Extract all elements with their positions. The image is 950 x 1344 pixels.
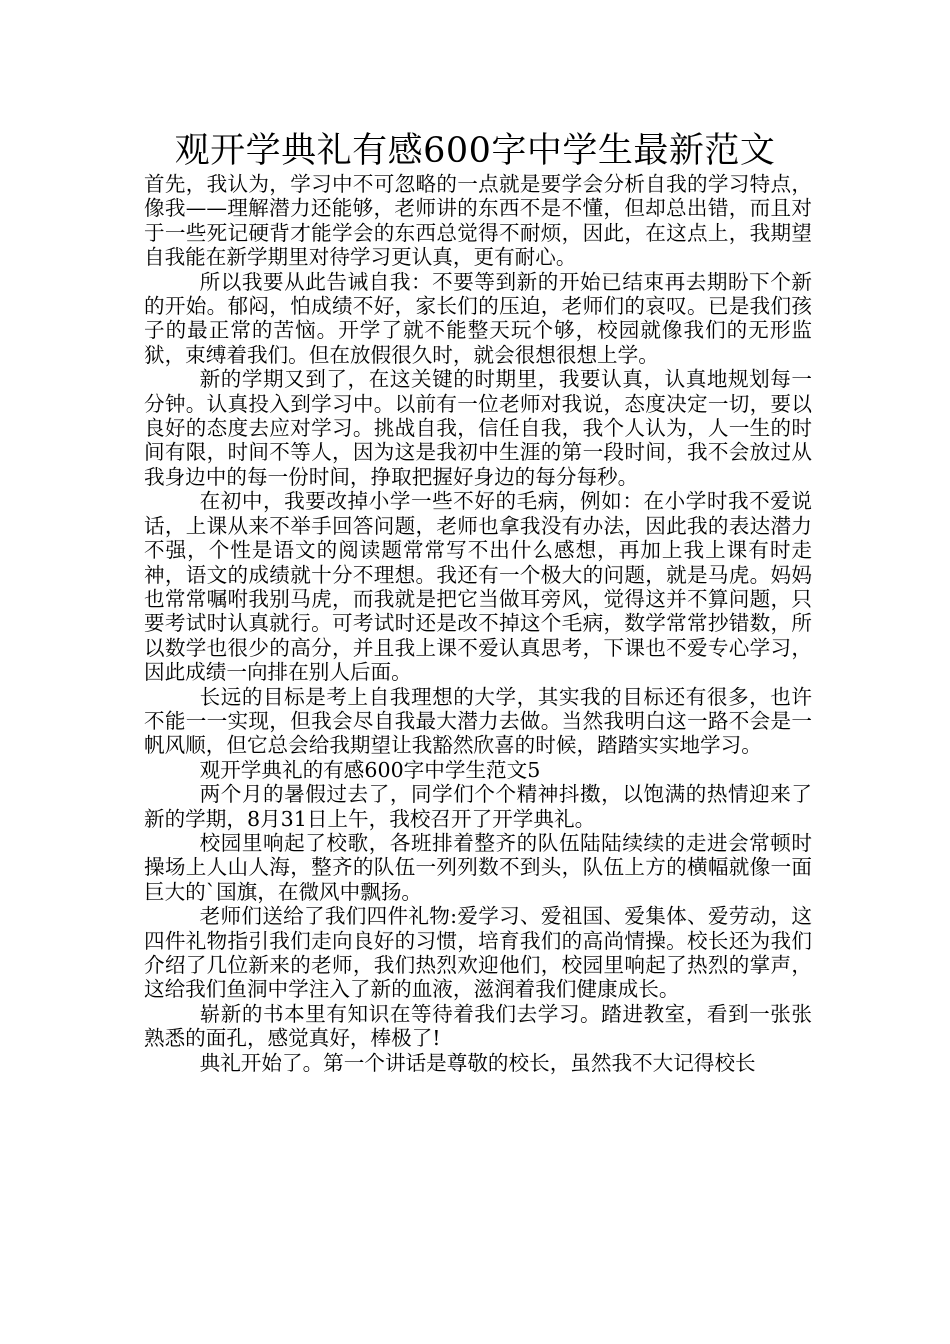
paragraph-5: 长远的目标是考上自我理想的大学，其实我的目标还有很多，也许不能一一实现，但我会尽自我最大潜力去做。当然我明白这一路不会是一帆风顺，但它总会给我期望让我豁然欣喜的时候，踏踏实实地学习。 [144,684,812,758]
paragraph-8: 老师们送给了我们四件礼物:爱学习、爱祖国、爱集体、爱劳动，这四件礼物指引我们走向良好的习惯，培育我们的高尚情操。校长还为我们介绍了几位新来的老师，我们热烈欢迎他们，校园里响起了热烈的掌声，这给我们鱼洞中学注入了新的血液，滋润着我们健康成长。 [144,904,812,1002]
paragraph-1: 首先，我认为，学习中不可忽略的一点就是要学会分析自我的学习特点，像我——理解潜力还能够，老师讲的东西不是不懂，但却总出错，而且对于一些死记硬背才能学会的东西总觉得不耐烦，因此，在这点上，我期望自我能在新学期里对待学习更认真，更有耐心。 [144,172,812,270]
paragraph-6: 两个月的暑假过去了，同学们个个精神抖擞，以饱满的热情迎来了新的学期，8月31日上午，我校召开了开学典礼。 [144,782,812,831]
paragraph-9: 崭新的书本里有知识在等待着我们去学习。踏进教室，看到一张张熟悉的面孔，感觉真好，棒极了! [144,1001,812,1051]
document-body [144,172,812,1075]
document-title: 观开学典礼有感600字中学生最新范文 [174,131,776,171]
section-subheading: 观开学典礼的有感600字中学生范文5 [199,757,541,782]
paragraph-2: 所以我要从此告诫自我：不要等到新的开始已结束再去期盼下个新的开始。郁闷，怕成绩不好，家长们的压迫，老师们的哀叹。已是我们孩子的最正常的苦恼。开学了就不能整天玩个够，校园就像我们的无形监狱，束缚着我们。但在放假很久时，就会很想很想上学。 [144,269,812,367]
paragraph-4: 在初中，我要改掉小学一些不好的毛病，例如：在小学时我不爱说话，上课从来不举手回答问题，老师也拿我没有办法，因此我的表达潜力不强，个性是语文的阅读题常常写不出什么感想，再加上我上课有时走神，语文的成绩就十分不理想。我还有一个极大的问题，就是马虎。妈妈也常常嘱咐我别马虎，而我就是把它当做耳旁风，觉得这并不算问题，只要考试时认真就行。可考试时还是改不掉这个毛病，数学常常抄错数，所以数学也很少的高分，并且我上课不爱认真思考，下课也不爱专心学习，因此成绩一向排在别人后面。 [144,489,812,685]
paragraph-7: 校园里响起了校歌，各班排着整齐的队伍陆陆续续的走进会常顿时操场上人山人海，整齐的队伍一列列数不到头，队伍上方的横幅就像一面巨大的`国旗，在微风中飘扬。 [144,830,812,904]
paragraph-10: 典礼开始了。第一个讲话是尊敬的校长，虽然我不大记得校长 [199,1050,756,1075]
paragraph-3: 新的学期又到了，在这关键的时期里，我要认真，认真地规划每一分钟。认真投入到学习中。以前有一位老师对我说，态度决定一切，要以良好的态度去应对学习。挑战自我，信任自我，我个人认为，人一生的时间有限，时间不等人，因为这是我初中生涯的第一段时间，我不会放过从我身边中的每一份时间，挣取把握好身边的每分每秒。 [144,367,812,489]
